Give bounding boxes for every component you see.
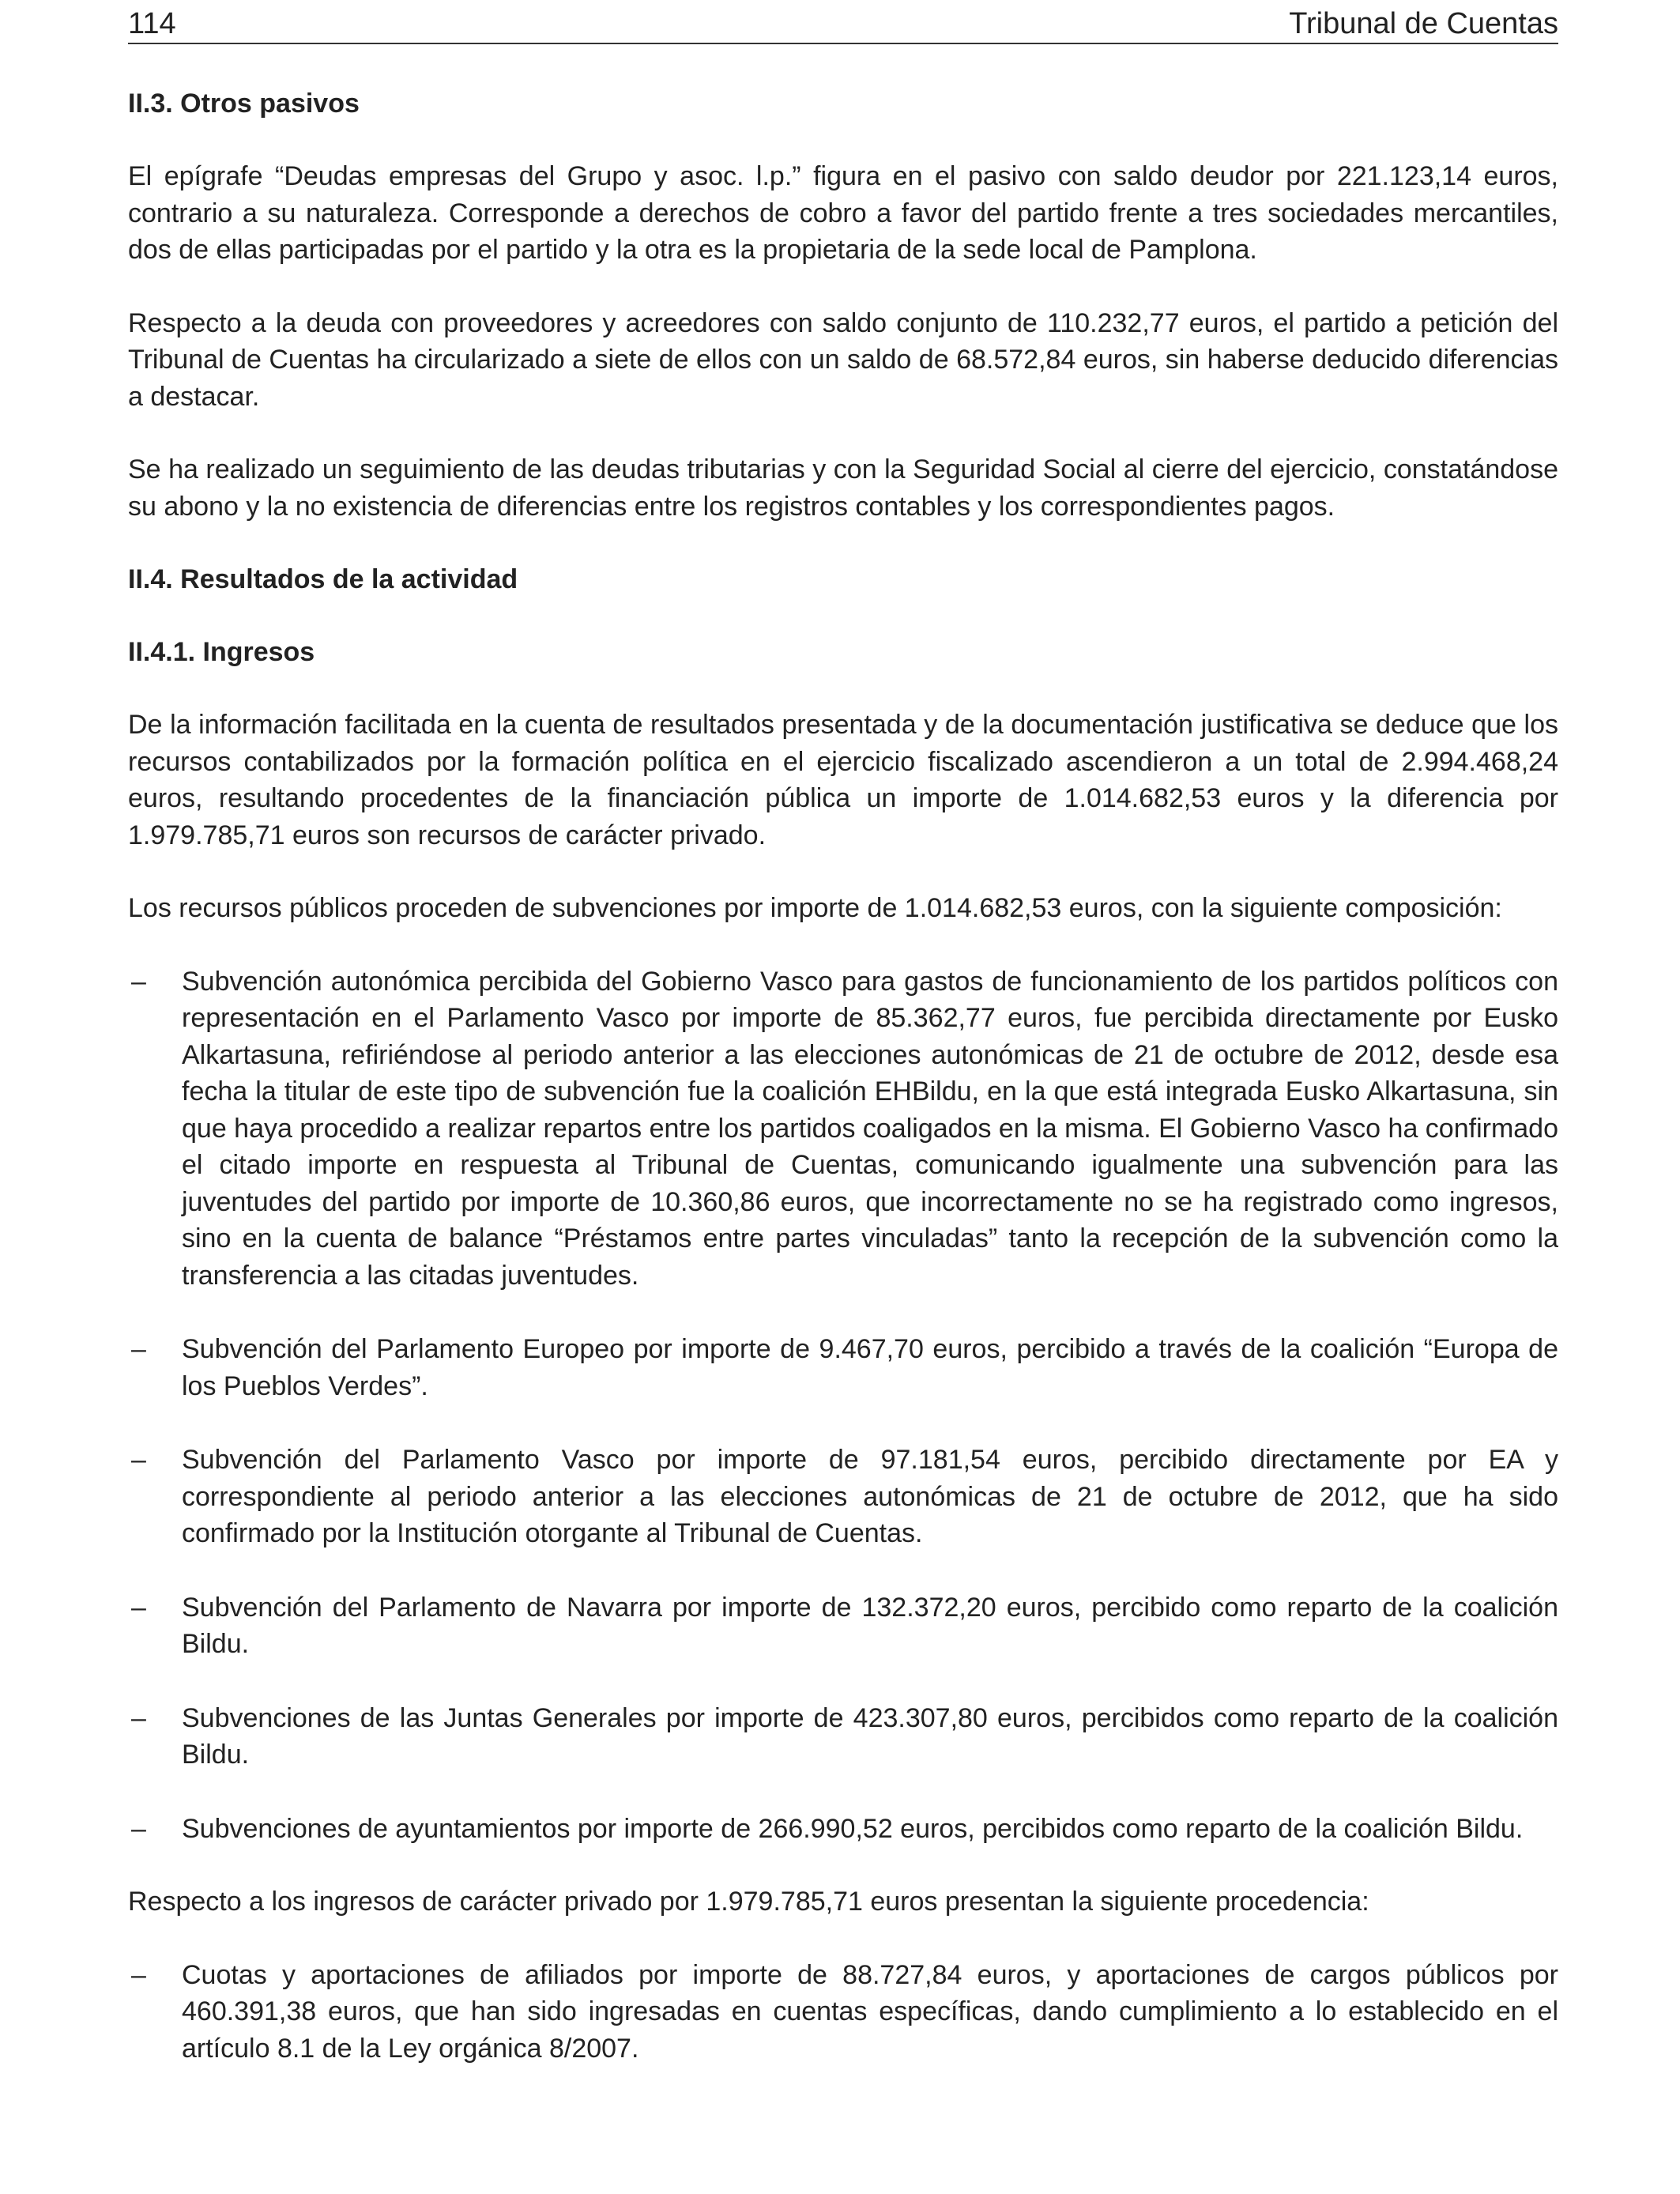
public-resources-list — [128, 963, 1558, 1848]
list-item — [128, 963, 1558, 1295]
page-number: 114 — [128, 7, 176, 40]
list-item — [128, 1957, 1558, 2068]
organization-name: Tribunal de Cuentas — [1289, 7, 1558, 40]
list-item-text: Cuotas y aportaciones de afiliados por importe de 88.727,84 euros, y aportaciones de cargos públicos por 460.391,38 euros, que han sido ingresadas en cuentas específicas, dando cumplimiento a lo establecido en el artículo 8.1 de la Ley orgánica 8/2007. — [182, 1959, 1558, 2064]
private-resources-list — [128, 1957, 1558, 2068]
list-item-text: Subvenciones de ayuntamientos por importe de 266.990,52 euros, percibidos como reparto de la coalición Bildu. — [182, 1813, 1524, 1844]
dash-bullet: – — [131, 1334, 146, 1364]
list-item-text: Subvención del Parlamento Vasco por importe de 97.181,54 euros, percibido directamente por EA y correspondiente al periodo anterior a las elecciones autonómicas de 21 de octubre de 2012, que ha sido confirmado por la Institución otorgante al Tribunal de Cuentas. — [182, 1445, 1558, 1548]
document-body — [128, 85, 1558, 2067]
list-item-text: Subvención autonómica percibida del Gobierno Vasco para gastos de funcionamiento de los partidos políticos con representación en el Parlamento Vasco por importe de 85.362,77 euros, fue percibida directamente por Eusko Alkartasuna, refiriéndose al periodo anterior a las elecciones autonómicas de 21 de octubre de 2012, desde esa fecha la titular de este tipo de subvención fue la coalición EHBildu, en la que está integrada Eusko Alkartasuna, sin que haya procedido a realizar repartos entre los partidos coaligados en la misma. El Gobierno Vasco ha confirmado el citado importe en respuesta al Tribunal de Cuentas, comunicando igualmente una subvención para las juventudes del partido por importe de 10.360,86 euros, que incorrectamente no se ha registrado como ingresos, sino en la cuenta de balance “Préstamos entre partes vinculadas” tanto la recepción de la subvención como la transferencia a las citadas juventudes. — [182, 966, 1558, 1291]
list-item — [128, 1442, 1558, 1552]
dash-bullet: – — [131, 1592, 146, 1623]
section-heading-otros-pasivos: II.3. Otros pasivos — [128, 89, 360, 119]
paragraph: Respecto a los ingresos de carácter privado por 1.979.785,71 euros presentan la siguiente procedencia: — [128, 1887, 1369, 1917]
list-item — [128, 1811, 1558, 1848]
paragraph: El epígrafe “Deudas empresas del Grupo y asoc. l.p.” figura en el pasivo con saldo deudor por 221.123,14 euros, contrario a su naturaleza. Corresponde a derechos de cobro a favor del partido frente a tres sociedades mercantiles, dos de ellas participadas por el partido y la otra es la propietaria de la sede local de Pamplona. — [128, 161, 1558, 265]
list-item-text: Subvención del Parlamento Europeo por importe de 9.467,70 euros, percibido a través de la coalición “Europa de los Pueblos Verdes”. — [182, 1334, 1558, 1401]
section-heading-resultados: II.4. Resultados de la actividad — [128, 564, 518, 594]
list-item-text: Subvenciones de las Juntas Generales por importe de 423.307,80 euros, percibidos como reparto de la coalición Bildu. — [182, 1702, 1558, 1770]
running-header — [128, 5, 1558, 44]
dash-bullet: – — [131, 966, 146, 997]
paragraph: De la información facilitada en la cuenta de resultados presentada y de la documentación justificativa se deduce que los recursos contabilizados por la formación política en el ejercicio fiscalizado ascendieron a un total de 2.994.468,24 euros, resultando procedentes de la financiación pública un importe de 1.014.682,53 euros y la diferencia por 1.979.785,71 euros son recursos de carácter privado. — [128, 710, 1558, 850]
paragraph: Se ha realizado un seguimiento de las deudas tributarias y con la Seguridad Social al cierre del ejercicio, constatándose su abono y la no existencia de diferencias entre los registros contables y los correspondientes pagos. — [128, 454, 1558, 522]
dash-bullet: – — [131, 1959, 146, 1990]
list-item — [128, 1589, 1558, 1663]
paragraph: Los recursos públicos proceden de subvenciones por importe de 1.014.682,53 euros, con la siguiente composición: — [128, 893, 1502, 923]
dash-bullet: – — [131, 1702, 146, 1733]
list-item — [128, 1700, 1558, 1774]
list-item-text: Subvención del Parlamento de Navarra por importe de 132.372,20 euros, percibido como reparto de la coalición Bildu. — [182, 1592, 1558, 1659]
dash-bullet: – — [131, 1445, 146, 1475]
list-item — [128, 1331, 1558, 1404]
paragraph: Respecto a la deuda con proveedores y acreedores con saldo conjunto de 110.232,77 euros, el partido a petición del Tribunal de Cuentas ha circularizado a siete de ellos con un saldo de 68.572,84 euros, sin haberse deducido diferencias a destacar. — [128, 307, 1558, 412]
dash-bullet: – — [131, 1813, 146, 1844]
section-heading-ingresos: II.4.1. Ingresos — [128, 637, 315, 667]
